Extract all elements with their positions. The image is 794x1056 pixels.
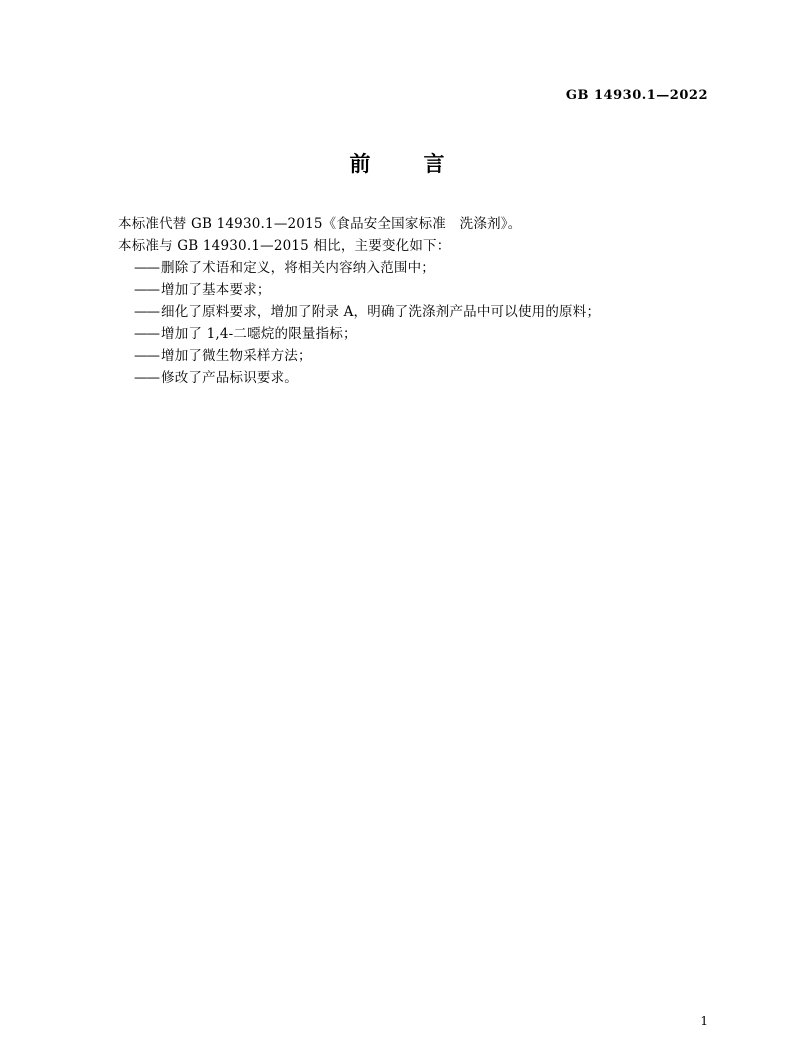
- page-title: 前 言: [349, 152, 461, 176]
- list-item-label: 删除了术语和定义，将相关内容纳入范围中；: [161, 260, 435, 276]
- dash-marker: ——: [134, 260, 159, 276]
- list-item: [118, 324, 688, 345]
- paragraph: 本标准与 GB 14930.1—2015 相比，主要变化如下：: [118, 238, 451, 254]
- standard-code-header: GB 14930.1—2022: [565, 88, 708, 103]
- list-item: [118, 280, 688, 301]
- list-item: [118, 302, 688, 323]
- dash-marker: ——: [134, 348, 159, 364]
- dash-marker: ——: [134, 304, 159, 320]
- page-number: 1: [700, 1014, 708, 1028]
- list-item-label: 细化了原料要求，增加了附录 A，明确了洗涤剂产品中可以使用的原料；: [161, 304, 601, 320]
- paragraph: 本标准代替 GB 14930.1—2015《食品安全国家标准 洗涤剂》。: [118, 216, 522, 232]
- list-item: [118, 346, 688, 367]
- foreword-body: [118, 214, 688, 390]
- list-item: [118, 258, 688, 279]
- list-item-label: 增加了 1,4-二噁烷的限量指标；: [161, 326, 357, 342]
- dash-marker: ——: [134, 282, 159, 298]
- list-item: [118, 368, 688, 389]
- list-item-label: 增加了微生物采样方法；: [161, 348, 312, 364]
- dash-marker: ——: [134, 326, 159, 342]
- list-item-label: 修改了产品标识要求。: [161, 370, 298, 386]
- list-item-label: 增加了基本要求；: [161, 282, 271, 298]
- dash-marker: ——: [134, 370, 159, 386]
